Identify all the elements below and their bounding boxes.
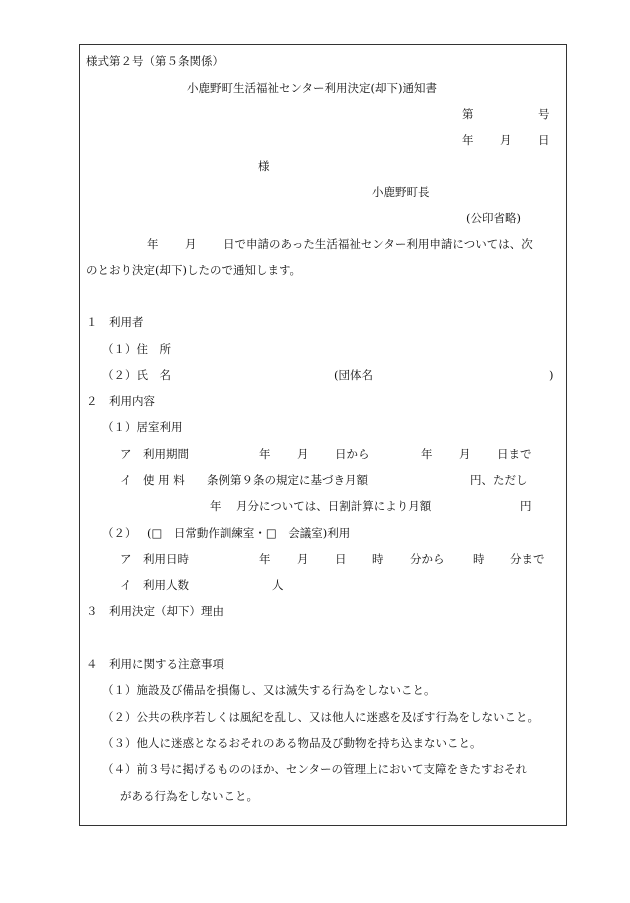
notice-item-1: （１）施設及び備品を損傷し、又は滅失する行為をしないこと。 (102, 683, 436, 697)
group-name-open: (団体名 (334, 368, 373, 382)
datetime-hour: 時 (372, 552, 384, 566)
period-day-from: 日から (335, 447, 370, 461)
addressee-honorific: 様 (258, 159, 270, 173)
section1-heading: １ 利用者 (86, 315, 144, 329)
datetime-minute-until: 分まで (510, 552, 545, 566)
group-name-close: ) (549, 368, 554, 382)
datetime-year: 年 (259, 552, 271, 566)
datetime-minute-from: 分から (410, 552, 445, 566)
intro-line1: 日で申請のあった生活福祉センター利用申請については、次 (223, 237, 533, 251)
intro-month: 月 (185, 237, 197, 251)
datetime-month: 月 (297, 552, 309, 566)
period-year2: 年 (421, 447, 433, 461)
issuer-name: 小鹿野町長 (372, 185, 430, 199)
datetime-day: 日 (335, 552, 347, 566)
period-year: 年 (259, 447, 271, 461)
date-month: 月 (500, 133, 512, 147)
fee-yen-tadashi: 円、ただし (470, 473, 528, 487)
period-label: ア 利用期間 (120, 447, 189, 461)
date-year: 年 (462, 133, 474, 147)
fee-month-text: 月分については、日割計算により月額 (236, 499, 432, 513)
notice-item-4-continued: がある行為をしないこと。 (120, 789, 258, 803)
number-prefix: 第 (462, 107, 474, 121)
form-number: 様式第２号（第５条関係） (86, 54, 224, 68)
people-unit: 人 (272, 578, 284, 592)
name-label: （２）氏 名 (102, 368, 171, 382)
intro-year: 年 (147, 237, 159, 251)
number-suffix: 号 (538, 107, 550, 121)
room-use-label: （１）居室利用 (102, 420, 183, 434)
facility-label-text: (□ 日常動作訓練室・□ 会議室)利用 (147, 526, 351, 540)
people-label: イ 利用人数 (120, 578, 189, 592)
notice-item-2: （２）公共の秩序若しくは風紀を乱し、又は他人に迷惑を及ぼす行為をしないこと。 (102, 710, 539, 724)
fee-yen: 円 (520, 499, 532, 513)
document-frame (79, 44, 567, 826)
date-day: 日 (538, 133, 550, 147)
fee-year: 年 (210, 499, 222, 513)
document-title: 小鹿野町生活福祉センター利用決定(却下)通知書 (187, 81, 438, 95)
period-month2: 月 (459, 447, 471, 461)
fee-label: イ 使 用 料 (120, 473, 185, 487)
fee-text: 条例第９条の規定に基づき月額 (207, 473, 368, 487)
datetime-hour2: 時 (473, 552, 485, 566)
period-month: 月 (297, 447, 309, 461)
facility-label-num: （２） (102, 526, 137, 540)
address-label: （１）住 所 (102, 342, 171, 356)
section2-heading: ２ 利用内容 (86, 394, 155, 408)
section3-heading: ３ 利用決定（却下）理由 (86, 604, 224, 618)
intro-line2: のとおり決定(却下)したので通知します。 (86, 263, 302, 277)
section4-heading: ４ 利用に関する注意事項 (86, 657, 224, 671)
notice-item-3: （３）他人に迷惑となるおそれのある物品及び動物を持ち込まないこと。 (102, 736, 482, 750)
datetime-label: ア 利用日時 (120, 552, 189, 566)
period-day-until: 日まで (497, 447, 532, 461)
seal-note: (公印省略) (466, 211, 521, 225)
notice-item-4: （４）前３号に掲げるもののほか、センターの管理上において支障をきたすおそれ (102, 762, 528, 776)
